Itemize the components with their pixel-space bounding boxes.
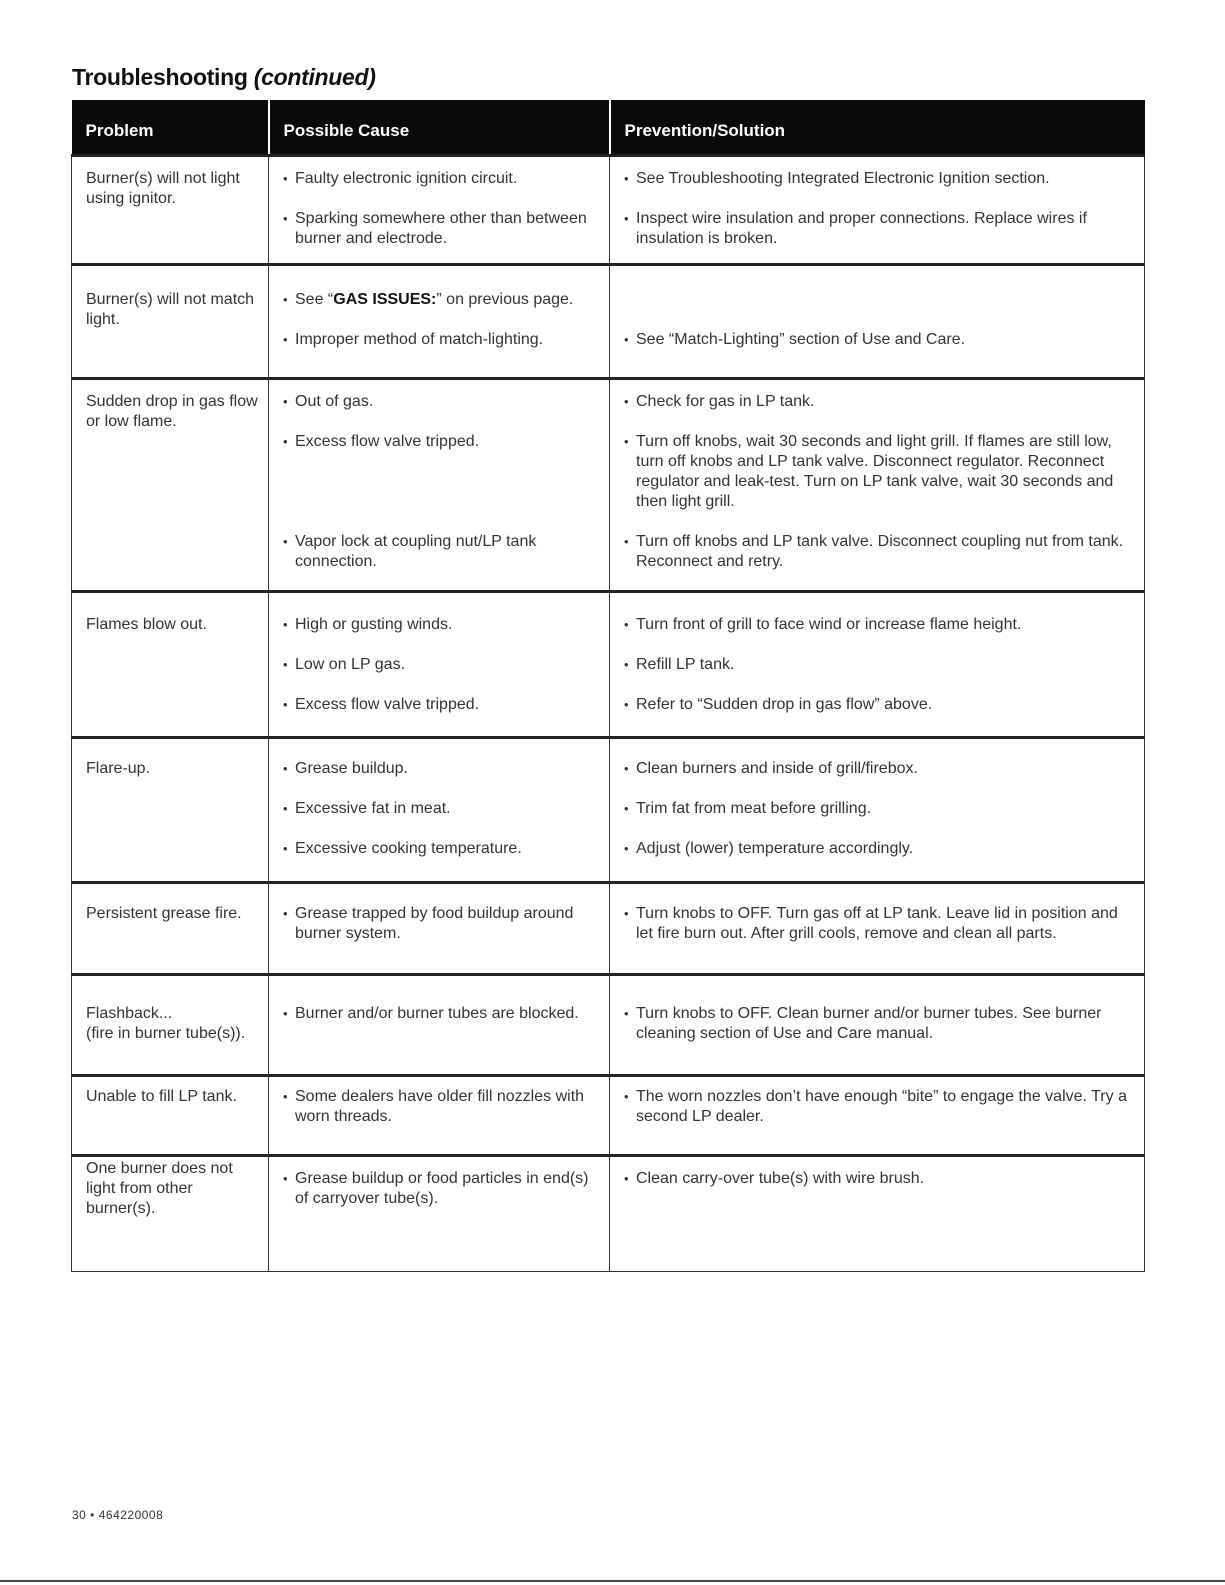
- table-row: [72, 379, 1145, 592]
- header-prevention-solution: Prevention/Solution: [610, 100, 1145, 156]
- problem-cell: [72, 975, 269, 1076]
- solution-item: • Inspect wire insulation and proper connections. Replace wires if insulation is broken.: [624, 209, 1134, 249]
- table-row: [72, 592, 1145, 738]
- table-row: [72, 738, 1145, 883]
- cause-item: • Faulty electronic ignition circuit.: [283, 169, 599, 189]
- solution-cell: [610, 1076, 1145, 1156]
- cause-cell: [269, 265, 610, 379]
- problem-line: Flashback...: [86, 1005, 173, 1022]
- solution-item: • Turn off knobs, wait 30 seconds and light grill. If flames are still low, turn off knobs and LP tank valve. Disconnect regulator. Reconnect regulator and leak-test. Turn on LP tank valve, wait 30 seconds and then light grill.: [624, 432, 1134, 512]
- cause-item: • Improper method of match-lighting.: [283, 330, 599, 350]
- problem-line: (fire in burner tube(s)).: [86, 1025, 246, 1042]
- problem-cell: Sudden drop in gas flow or low flame.: [72, 379, 269, 592]
- bottom-rule: [0, 1580, 1225, 1582]
- table-row: [72, 1076, 1145, 1156]
- header-problem: Problem: [72, 100, 269, 156]
- solution-item: • Refill LP tank.: [624, 655, 1134, 675]
- cause-item: • Burner and/or burner tubes are blocked.: [283, 1004, 599, 1024]
- cause-text: ” on previous page.: [436, 291, 574, 308]
- cause-item: • Sparking somewhere other than between burner and electrode.: [283, 209, 599, 249]
- table-row: [72, 883, 1145, 975]
- problem-cell: Flames blow out.: [72, 592, 269, 738]
- cause-cell: [269, 1076, 610, 1156]
- problem-cell: Burner(s) will not match light.: [72, 265, 269, 379]
- cause-item: • Excess flow valve tripped.: [283, 432, 599, 512]
- solution-cell: [610, 592, 1145, 738]
- cause-cell: [269, 975, 610, 1076]
- solution-item: • Trim fat from meat before grilling.: [624, 799, 1134, 819]
- solution-item: • Clean burners and inside of grill/firebox.: [624, 759, 1134, 779]
- page-title-continued: (continued): [253, 64, 376, 90]
- cause-cell: [269, 1156, 610, 1272]
- cause-item: • Grease buildup or food particles in end(s) of carryover tube(s).: [283, 1169, 599, 1209]
- page-title: [72, 64, 376, 91]
- cause-item: [283, 290, 599, 310]
- cause-cell: [269, 592, 610, 738]
- cause-item: • Excessive cooking temperature.: [283, 839, 599, 859]
- solution-item: • Turn knobs to OFF. Turn gas off at LP tank. Leave lid in position and let fire burn out. After grill cools, remove and clean all parts.: [624, 904, 1134, 944]
- solution-cell: [610, 156, 1145, 265]
- cause-item: • Grease trapped by food buildup around burner system.: [283, 904, 599, 944]
- solution-cell: [610, 883, 1145, 975]
- gas-issues-ref: GAS ISSUES:: [333, 291, 437, 308]
- cause-text: See “: [295, 291, 334, 308]
- problem-cell: One burner does not light from other burner(s).: [72, 1156, 269, 1272]
- solution-item: • Adjust (lower) temperature accordingly.: [624, 839, 1134, 859]
- solution-item: • Refer to “Sudden drop in gas flow” above.: [624, 695, 1134, 715]
- page-footer: 30 • 464220008: [72, 1508, 164, 1522]
- solution-item: • Turn off knobs and LP tank valve. Disconnect coupling nut from tank. Reconnect and retry.: [624, 532, 1134, 572]
- page-title-text: Troubleshooting: [72, 64, 254, 90]
- solution-cell: [610, 1156, 1145, 1272]
- table-row: [72, 975, 1145, 1076]
- cause-item: • Excess flow valve tripped.: [283, 695, 599, 715]
- troubleshooting-table: [71, 100, 1145, 1272]
- cause-item: • Excessive fat in meat.: [283, 799, 599, 819]
- solution-item: • Turn front of grill to face wind or increase flame height.: [624, 615, 1134, 635]
- header-possible-cause: Possible Cause: [269, 100, 610, 156]
- solution-item: • Clean carry-over tube(s) with wire brush.: [624, 1169, 1134, 1189]
- cause-item: • High or gusting winds.: [283, 615, 599, 635]
- solution-item: • Check for gas in LP tank.: [624, 392, 1134, 412]
- problem-cell: Unable to fill LP tank.: [72, 1076, 269, 1156]
- cause-item: • Grease buildup.: [283, 759, 599, 779]
- solution-cell: [610, 265, 1145, 379]
- solution-cell: [610, 738, 1145, 883]
- problem-cell: Flare-up.: [72, 738, 269, 883]
- cause-cell: [269, 379, 610, 592]
- solution-item: • Turn knobs to OFF. Clean burner and/or burner tubes. See burner cleaning section of Use and Care manual.: [624, 1004, 1134, 1044]
- cause-item: • Low on LP gas.: [283, 655, 599, 675]
- table-row: [72, 1156, 1145, 1272]
- cause-cell: [269, 156, 610, 265]
- cause-item: • Some dealers have older fill nozzles with worn threads.: [283, 1087, 599, 1127]
- problem-cell: Persistent grease fire.: [72, 883, 269, 975]
- solution-cell: [610, 975, 1145, 1076]
- solution-item: • See “Match-Lighting” section of Use and Care.: [624, 330, 1134, 350]
- cause-item: • Vapor lock at coupling nut/LP tank connection.: [283, 532, 599, 572]
- cause-cell: [269, 883, 610, 975]
- solution-item-empty: [624, 290, 1134, 310]
- table-row: [72, 265, 1145, 379]
- cause-item: • Out of gas.: [283, 392, 599, 412]
- solution-cell: [610, 379, 1145, 592]
- solution-item: • See Troubleshooting Integrated Electronic Ignition section.: [624, 169, 1134, 189]
- table-row: [72, 156, 1145, 265]
- solution-item: • The worn nozzles don’t have enough “bite” to engage the valve. Try a second LP dealer.: [624, 1087, 1134, 1127]
- problem-cell: Burner(s) will not light using ignitor.: [72, 156, 269, 265]
- cause-cell: [269, 738, 610, 883]
- table-header-row: [72, 100, 1145, 156]
